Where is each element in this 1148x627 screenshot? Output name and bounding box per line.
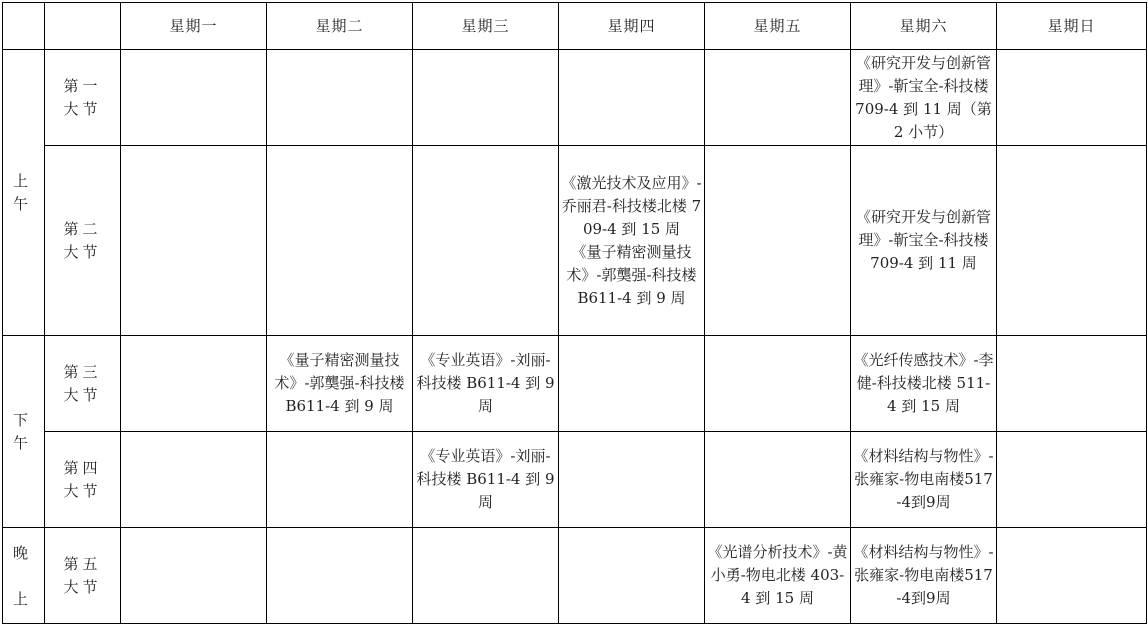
cell-s1-fri [705,50,851,146]
course-s3-tue: 《量子精密测量技术》-郭龑强-科技楼 B611-4 到 9 周 [274,351,405,415]
cell-s5-mon [121,528,267,624]
cell-s2-wed [413,146,559,336]
section-3-line-2: 大节 [63,385,102,404]
cell-s2-fri [705,146,851,336]
row-section-3 [3,336,1147,432]
cell-s1-sat [851,50,997,146]
cell-s3-sun [997,336,1147,432]
section-3-label [45,336,121,432]
day-header-fri: 星期五 [705,3,851,50]
section-5-line-2: 大节 [63,577,102,596]
cell-s3-mon [121,336,267,432]
cell-s4-sun [997,432,1147,528]
cell-s1-wed [413,50,559,146]
corner-cell-2 [45,3,121,50]
period-morning-char-2: 午 [12,194,34,213]
cell-s5-thu [559,528,705,624]
cell-s5-fri [705,528,851,624]
course-s2-thu-a: 《激光技术及应用》-乔丽君-科技楼北楼 709-4 到 15 周 [561,173,702,238]
cell-s5-wed [413,528,559,624]
day-header-sun: 星期日 [997,3,1147,50]
period-afternoon [3,336,45,528]
section-4-label [45,432,121,528]
section-4-line-2: 大节 [63,481,102,500]
cell-s4-thu [559,432,705,528]
cell-s3-fri [705,336,851,432]
cell-s1-thu [559,50,705,146]
day-header-wed: 星期三 [413,3,559,50]
course-s1-sat: 《研究开发与创新管理》-靳宝全-科技楼 709-4 到 11 周（第 2 小节） [855,53,992,141]
course-s3-sat: 《光纤传感技术》-李健-科技楼北楼 511-4 到 15 周 [853,351,994,415]
cell-s2-mon [121,146,267,336]
section-1-line-2: 大节 [63,99,102,118]
course-s5-sat: 《材料结构与物性》-张雍家-物电南楼517-4到9周 [853,543,994,607]
period-evening [3,528,45,624]
period-morning-char-1: 上 [12,171,34,190]
cell-s2-tue [267,146,413,336]
day-header-mon: 星期一 [121,3,267,50]
section-5-line-1: 第五 [63,554,102,573]
cell-s5-sat [851,528,997,624]
section-3-line-1: 第三 [63,362,102,381]
period-afternoon-char-2: 午 [12,433,34,452]
cell-s2-sat [851,146,997,336]
section-1-label [45,50,121,146]
cell-s5-tue [267,528,413,624]
day-header-sat: 星期六 [851,3,997,50]
row-section-2 [3,146,1147,336]
period-evening-char-1: 晚 [12,543,34,562]
row-section-1 [3,50,1147,146]
section-2-line-2: 大节 [63,242,102,261]
cell-s2-thu [559,146,705,336]
cell-s4-tue [267,432,413,528]
section-1-line-1: 第一 [63,76,102,95]
section-5-label [45,528,121,624]
section-2-line-1: 第二 [63,219,102,238]
header-row [3,3,1147,50]
section-2-label [45,146,121,336]
cell-s3-tue [267,336,413,432]
cell-s3-wed [413,336,559,432]
cell-s1-tue [267,50,413,146]
cell-s4-wed [413,432,559,528]
course-s4-wed: 《专业英语》-刘丽-科技楼 B611-4 到 9 周 [416,447,555,511]
corner-cell [3,3,45,50]
period-afternoon-char-1: 下 [12,410,34,429]
cell-s3-sat [851,336,997,432]
course-s5-fri: 《光谱分析技术》-黄小勇-物电北楼 403-4 到 15 周 [707,543,848,607]
course-s2-thu-b: 《量子精密测量技术》-郭龑强-科技楼 B611-4 到 9 周 [566,242,697,307]
day-header-thu: 星期四 [559,3,705,50]
cell-s3-thu [559,336,705,432]
cell-s5-sun [997,528,1147,624]
row-section-5 [3,528,1147,624]
cell-s4-fri [705,432,851,528]
section-4-line-1: 第四 [63,458,102,477]
course-s3-wed: 《专业英语》-刘丽-科技楼 B611-4 到 9 周 [416,351,555,415]
cell-s4-mon [121,432,267,528]
course-s4-sat: 《材料结构与物性》-张雍家-物电南楼517-4到9周 [853,447,994,511]
row-section-4 [3,432,1147,528]
day-header-tue: 星期二 [267,3,413,50]
cell-s4-sat [851,432,997,528]
cell-s1-sun [997,50,1147,146]
cell-s2-sun [997,146,1147,336]
period-evening-char-2: 上 [12,589,34,608]
course-s2-sat: 《研究开发与创新管理》-靳宝全-科技楼 709-4 到 11 周 [855,208,991,272]
timetable [2,2,1147,624]
cell-s1-mon [121,50,267,146]
period-morning [3,50,45,336]
